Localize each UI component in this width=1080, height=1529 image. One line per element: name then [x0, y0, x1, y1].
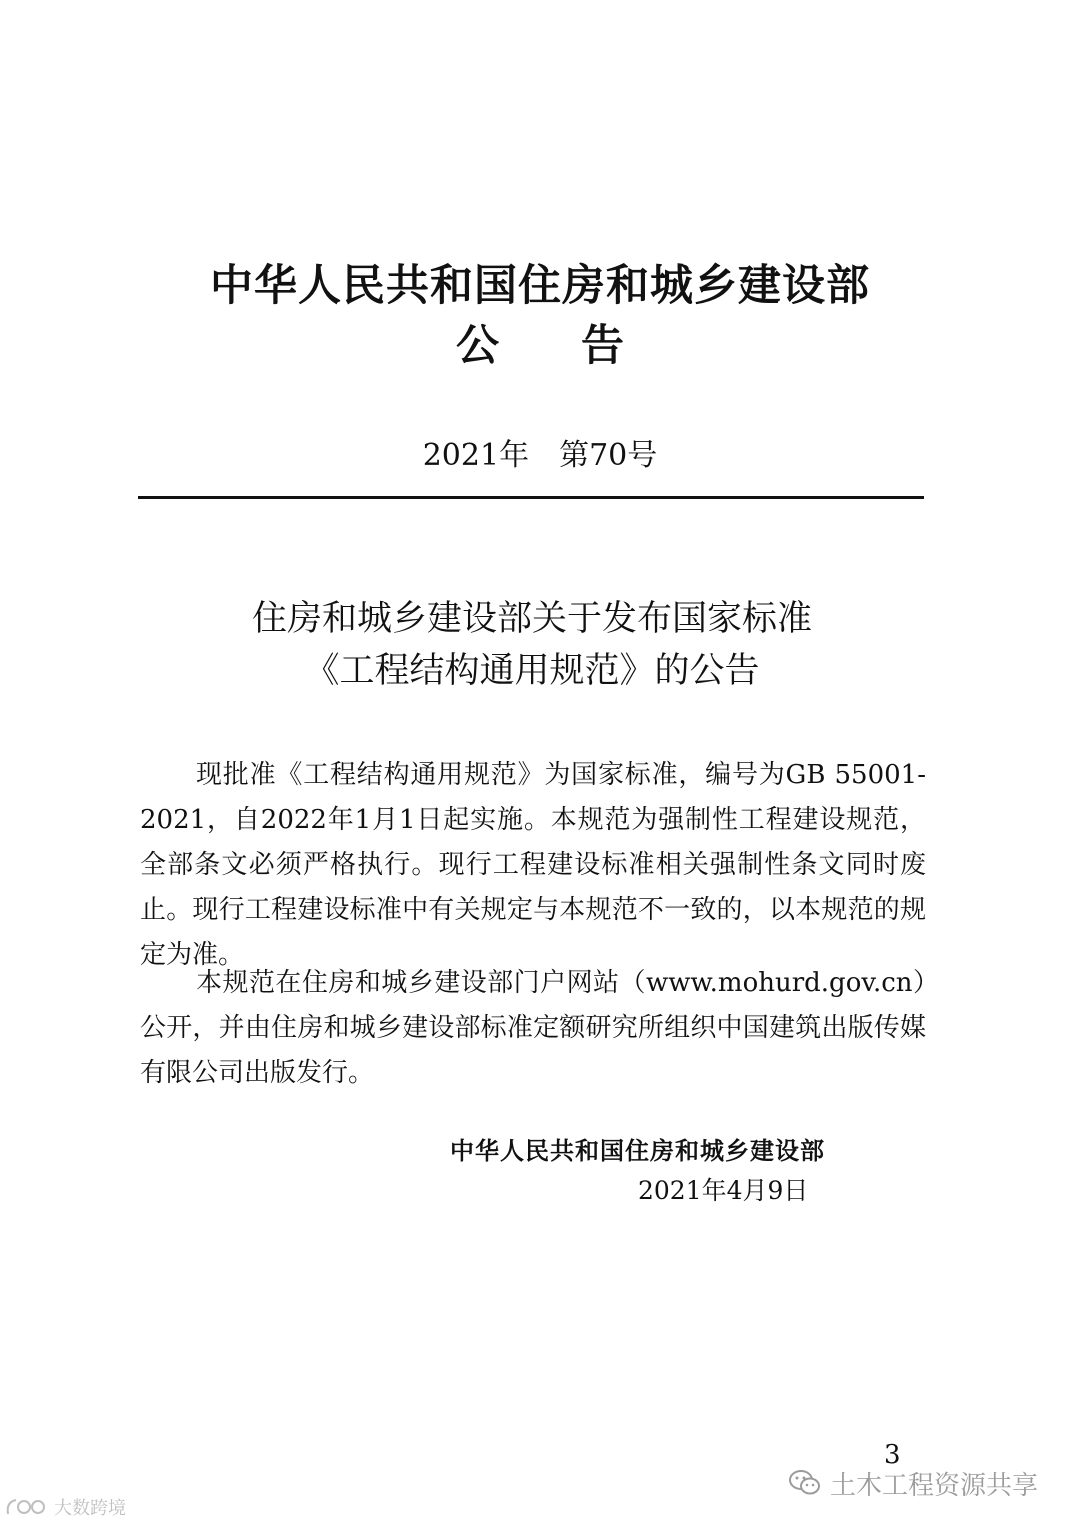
- body-paragraph-1: 现批准《工程结构通用规范》为国家标准，编号为GB 55001-2021，自2022年1月1日起实施。本规范为强制性工程建设规范，全部条文必须严格执行。现行工程建设标准相关强制性条文同时废止。现行工程建设标准中有关规定与本规范不一致的，以本规范的规定为准。: [140, 760, 926, 970]
- page-number: 3: [884, 1440, 901, 1470]
- notice-title-line1: 住房和城乡建设部关于发布国家标准: [251, 599, 812, 639]
- signature-date: 2021年4月9日: [638, 1176, 809, 1205]
- header-divider: [138, 496, 924, 499]
- watermark-brand: [4, 1494, 126, 1520]
- logo-icon: [4, 1496, 50, 1518]
- notice-heading: 公告: [456, 321, 706, 371]
- watermark-account-text: 土木工程资源共享: [830, 1470, 1039, 1501]
- issuer-header: 中华人民共和国住房和城乡建设部: [210, 261, 870, 311]
- document-year: 2021年: [422, 438, 530, 473]
- wechat-icon: [788, 1468, 822, 1498]
- watermark-account: [788, 1466, 1038, 1500]
- signature-organization: 中华人民共和国住房和城乡建设部: [450, 1137, 825, 1165]
- body-paragraph-2: 本规范在住房和城乡建设部门户网站（www.mohurd.gov.cn）公开，并由住房和城乡建设部标准定额研究所组织中国建筑出版传媒有限公司出版发行。: [140, 968, 926, 1088]
- document-number: [0, 436, 1080, 476]
- document-serial: 第70号: [559, 438, 658, 473]
- watermark-brand-text: 大数跨境: [54, 1498, 126, 1519]
- notice-title-line2: 《工程结构通用规范》的公告: [304, 651, 760, 691]
